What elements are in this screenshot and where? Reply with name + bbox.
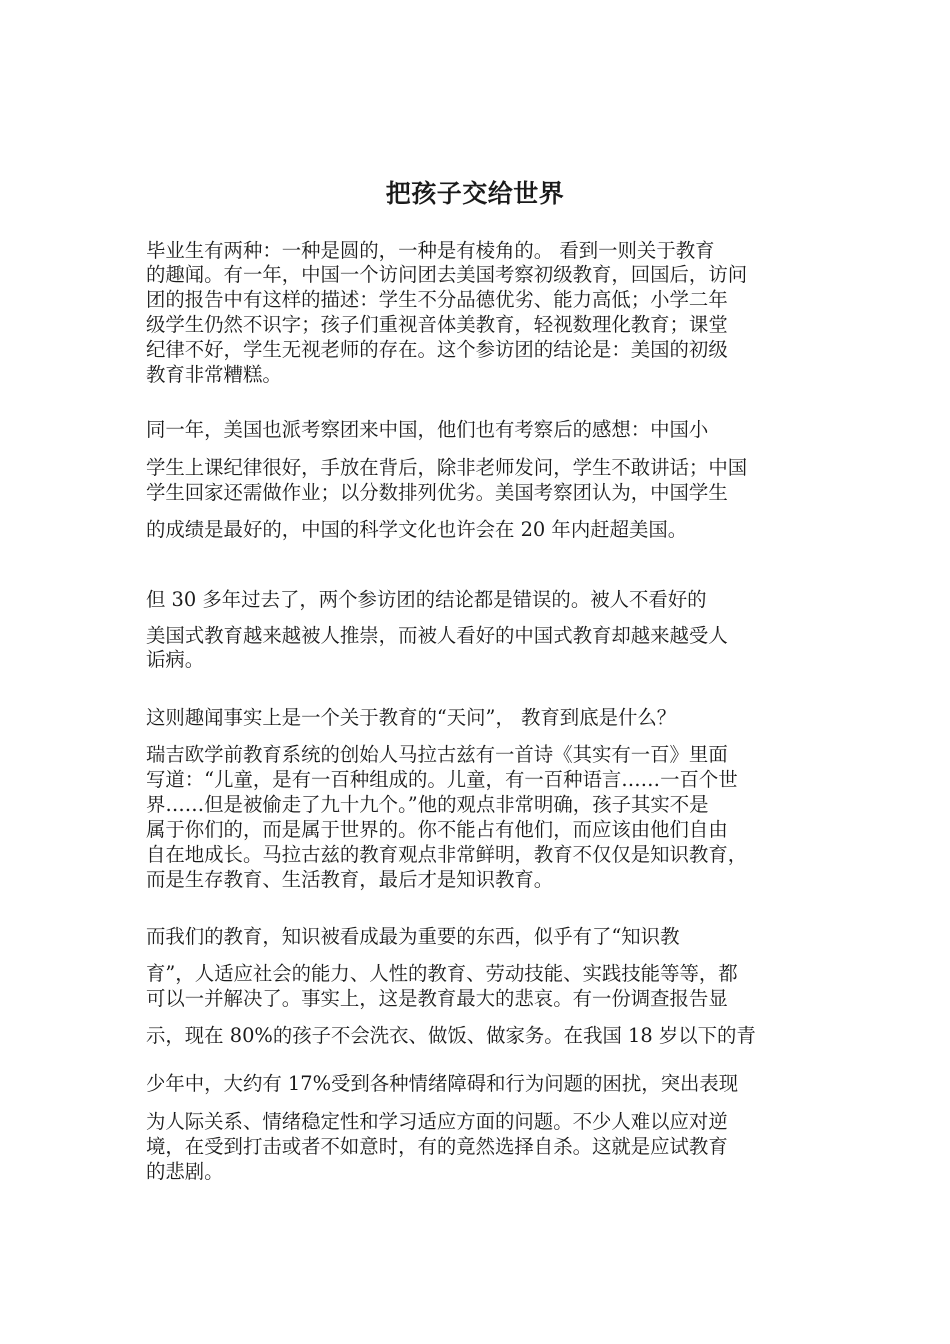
text-line: 的成绩是最好的，中国的科学文化也许会在 20 年内赶超美国。 [146,518,688,541]
text-line: 而我们的教育，知识被看成最为重要的东西，似乎有了“知识教 [146,925,680,948]
text-line: 界……但是被偷走了九十九个。”他的观点非常明确，孩子其实不是 [146,793,709,816]
document-title: 把孩子交给世界 [385,179,565,208]
text-line: 的趣闻。有一年，中国一个访问团去美国考察初级教育，回国后，访问 [146,263,748,286]
text-line: 毕业生有两种：一种是圆的，一种是有棱角的。 看到一则关于教育 [146,239,715,262]
text-line: 团的报告中有这样的描述：学生不分品德优劣、能力高低；小学二年 [146,288,728,311]
text-line: 为人际关系、情绪稳定性和学习适应方面的问题。不少人难以应对逆 [146,1110,728,1133]
text-line: 属于你们的，而是属于世界的。你不能占有他们，而应该由他们自由 [146,818,728,841]
text-line: 教育非常糟糕。 [146,363,282,386]
text-line: 诟病。 [146,648,205,671]
text-line: 示，现在 80%的孩子不会洗衣、做饭、做家务。在我国 18 岁以下的青 [146,1024,756,1047]
text-line: 学生上课纪律很好，手放在背后，除非老师发问，学生不敢讲话；中国 [146,456,748,479]
text-line: 而是生存教育、生活教育，最后才是知识教育。 [146,868,554,891]
text-line: 但 30 多年过去了，两个参访团的结论都是错误的。被人不看好的 [146,588,707,611]
text-line: 少年中，大约有 17%受到各种情绪障碍和行为问题的困扰，突出表现 [146,1072,739,1095]
text-line: 同一年，美国也派考察团来中国，他们也有考察后的感想：中国小 [146,418,709,441]
text-line: 的悲剧。 [146,1160,224,1183]
text-line: 纪律不好，学生无视老师的存在。这个参访团的结论是：美国的初级 [146,338,728,361]
text-line: 境，在受到打击或者不如意时，有的竟然选择自杀。这就是应试教育 [146,1135,728,1158]
text-line: 美国式教育越来越被人推崇，而被人看好的中国式教育却越来越受人 [146,624,728,647]
text-line: 育”，人适应社会的能力、人性的教育、劳动技能、实践技能等等，都 [146,962,738,985]
text-line: 可以一并解决了。事实上，这是教育最大的悲哀。有一份调查报告显 [146,987,728,1010]
text-line: 写道：“儿童，是有一百种组成的。儿童，有一百种语言……一百个世 [146,768,738,791]
text-line: 这则趣闻事实上是一个关于教育的“天问”， 教育到底是什么？ [146,706,677,729]
text-line: 级学生仍然不识字；孩子们重视音体美教育，轻视数理化教育；课堂 [146,313,728,336]
text-line: 瑞吉欧学前教育系统的创始人马拉古兹有一首诗《其实有一百》里面 [146,743,728,766]
text-line: 学生回家还需做作业；以分数排列优劣。美国考察团认为，中国学生 [146,481,728,504]
text-line: 自在地成长。马拉古兹的教育观点非常鲜明，教育不仅仅是知识教育， [146,843,748,866]
